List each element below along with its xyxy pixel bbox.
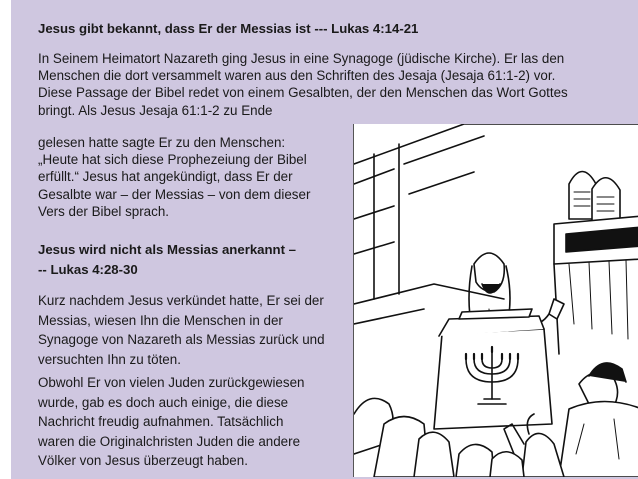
line-drawing [354,124,638,477]
text-line: In Seinem Heimatort Nazareth ging Jesus in eine Synagoge (jüdische Kirche). Er las den [38,51,565,66]
text-line: bringt. Als Jesus Jesaja 61:1-2 zu Ende [38,102,273,118]
paragraph-synagogue [38,50,628,119]
heading-line: -- Lukas 4:28-30 [38,262,138,277]
text-line: waren die Originalchristen Juden die andere [38,433,301,449]
text-line: Obwohl Er von vielen Juden zurückgewiesen [38,375,305,390]
text-line: Nachricht freudig aufnahmen. Tatsächlich [38,414,284,429]
text-line: erfüllt.“ Jesus hat angekündigt, dass Er der [38,169,293,185]
text-line: Synagoge von Nazareth als Messias zurück und [38,332,325,347]
text-line: Vers der Bibel sprach. [38,203,169,219]
text-line: Völker von Jesus überzeugt haben. [38,453,248,468]
illustration-jesus-in-synagogue [353,124,638,477]
text-line: versuchten Ihn zu töten. [38,351,181,367]
text-line: Gesalbte war – der Messias – von dem dieser [38,186,311,202]
text-line: „Heute hat sich diese Prophezeiung der Bibel [38,152,307,168]
text-line: wurde, gab es doch auch einige, die diese [38,394,289,410]
section-heading-rejection [38,240,358,280]
heading-line: Jesus wird nicht als Messias anerkannt – [38,242,296,257]
paragraph-acceptance [38,373,358,471]
text-line: Menschen die dort versammelt waren aus den Schriften des Jesaja (Jesaja 61:1-2) vor. [38,68,556,84]
text-line: Diese Passage der Bibel redet von einem Gesalbten, der den Menschen das Wort Gottes [38,85,568,101]
slide-background [11,0,638,479]
text-line: Messias, wiesen Ihn die Menschen in der [38,312,283,328]
paragraph-synagogue-continued [38,134,358,220]
paragraph-rejection [38,291,358,369]
text-line: gelesen hatte sagte Er zu den Menschen: [38,135,286,150]
text-line: Kurz nachdem Jesus verkündet hatte, Er sei der [38,293,324,308]
slide-title: Jesus gibt bekannt, dass Er der Messias ist --- Lukas 4:14-21 [38,21,419,36]
